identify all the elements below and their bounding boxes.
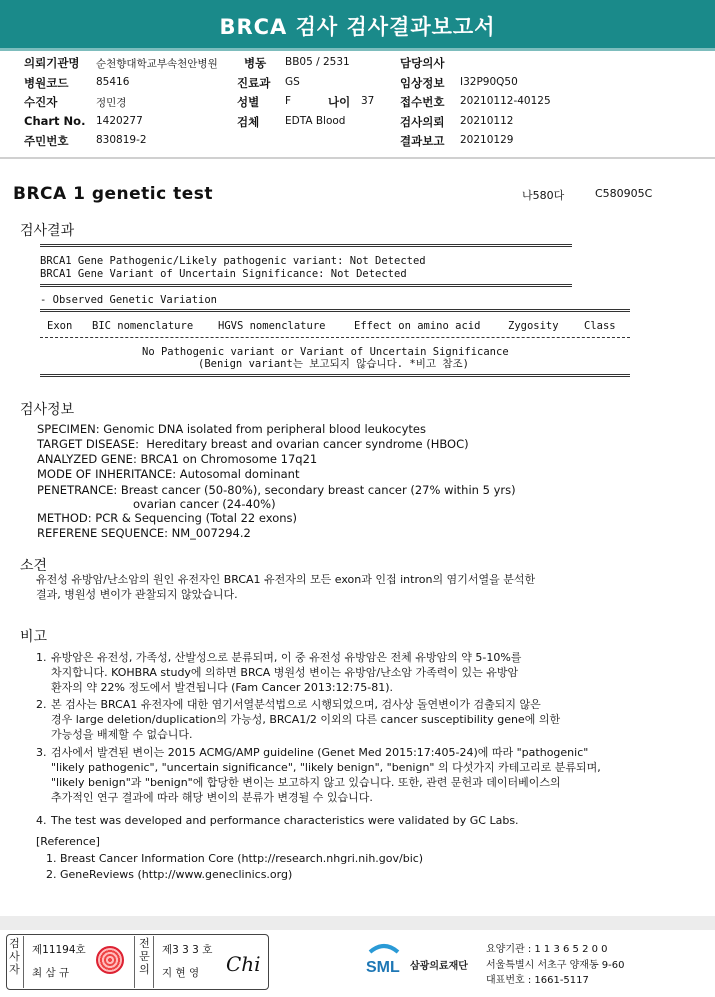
- specimen-value: EDTA Blood: [285, 114, 346, 127]
- no-variant-line: No Pathogenic variant or Variant of Uncertain Significance: [142, 346, 509, 358]
- hospital-code-value: 85416: [96, 75, 130, 88]
- remark-text-line: "likely pathogenic", "uncertain significance", "likely benign", "benign" 의 다섯가지 카테고리로 분류되며,: [51, 761, 601, 774]
- resident-value: 830819-2: [96, 134, 147, 146]
- result-line-vus: BRCA1 Gene Variant of Uncertain Significance: Not Detected: [40, 268, 407, 280]
- col-effect: Effect on amino acid: [354, 320, 481, 332]
- target-disease-line: TARGET DISEASE: Hereditary breast and ovarian cancer syndrome (HBOC): [37, 437, 469, 451]
- results-double-rule: [40, 244, 572, 247]
- test-code-1: 나580다: [522, 189, 565, 202]
- remark-note-3: [36, 745, 676, 805]
- report-date-label: 결과보고: [400, 134, 445, 148]
- method-line: METHOD: PCR & Sequencing (Total 22 exons): [37, 511, 298, 525]
- doctor-label: 담당의사: [400, 56, 445, 70]
- finding-heading: 소견: [20, 558, 48, 574]
- remark-note-4: [36, 813, 676, 828]
- reference-item: 2. GeneReviews (http://www.geneclinics.org): [46, 868, 293, 881]
- benign-note-line: (Benign variant는 보고되지 않습니다. *비고 참조): [198, 358, 469, 370]
- test-code-2: C580905C: [595, 187, 653, 200]
- results-double-rule: [40, 284, 572, 287]
- receipt-label: 접수번호: [400, 95, 445, 109]
- sex-label: 성별: [237, 95, 260, 109]
- remark-text-line: 추가적인 연구 결과에 따라 해당 변이의 분류가 변경될 수 있습니다.: [51, 791, 373, 804]
- reference-heading: [Reference]: [36, 835, 100, 848]
- report-date-value: 20210129: [460, 134, 514, 146]
- examiner-seal-icon: [96, 946, 124, 974]
- results-heading: 검사결과: [20, 223, 75, 239]
- request-label: 검사의뢰: [400, 114, 445, 129]
- agency-code: 요양기관 : 1 1 3 6 5 2 0 0: [486, 944, 608, 955]
- penetrance-line: PENETRANCE: Breast cancer (50-80%), secondary breast cancer (27% within 5 yrs): [37, 483, 516, 497]
- specialist-name: 지 현 영: [162, 967, 200, 979]
- inheritance-line: MODE OF INHERITANCE: Autosomal dominant: [37, 467, 300, 481]
- col-hgvs: HGVS nomenclature: [218, 320, 326, 332]
- variant-table-header-rule: [40, 337, 630, 338]
- remark-number: 4.: [36, 814, 47, 827]
- address: 서울특별시 서초구 양재동 9-60: [486, 960, 625, 971]
- receipt-value: 20210112-40125: [460, 95, 551, 107]
- sex-value: F: [285, 95, 292, 107]
- finding-line-1: 유전성 유방암/난소암의 원인 유전자인 BRCA1 유전자의 모든 exon과 인접 intron의 염기서열을 분석한: [36, 573, 536, 586]
- phone-number: 대표번호 : 1661-5117: [486, 975, 589, 986]
- department-value: GS: [285, 75, 300, 88]
- finding-line-2: 결과, 병원성 변이가 관찰되지 않았습니다.: [36, 588, 238, 601]
- remark-number: 1.: [36, 651, 47, 664]
- foundation-name: 삼광의료재단: [410, 961, 468, 972]
- specialist-role: 전문의: [136, 936, 154, 988]
- remark-text-line: 가능성을 배제할 수 없습니다.: [51, 728, 193, 741]
- result-line-pathogenic: BRCA1 Gene Pathogenic/Likely pathogenic variant: Not Detected: [40, 255, 426, 267]
- remark-text-line: 경우 large deletion/duplication의 가능성, BRCA1/2 이외의 다른 cancer susceptibility gene에 의한: [51, 713, 561, 726]
- test-info-heading: 검사정보: [20, 402, 75, 418]
- remark-note-2: [36, 697, 676, 742]
- age-label: 나이: [328, 95, 351, 109]
- specimen-line: SPECIMEN: Genomic DNA isolated from peripheral blood leukocytes: [37, 422, 426, 436]
- col-class: Class: [584, 320, 616, 332]
- department-label: 진료과: [237, 75, 271, 90]
- chart-label: Chart No.: [24, 113, 86, 128]
- footer-separator: [0, 916, 715, 930]
- remark-text-line: 검사에서 발견된 변이는 2015 ACMG/AMP guideline (Genet Med 2015:17:405-24)에 따라 "pathogenic": [51, 746, 589, 759]
- variant-table-bottom-rule: [40, 374, 630, 377]
- header-divider: [0, 48, 715, 51]
- reference-item: 1. Breast Cancer Information Core (http://research.nhgri.nih.gov/bic): [46, 852, 424, 865]
- specialist-number: 제3 3 3 호: [162, 944, 213, 956]
- ward-value: BB05 / 2531: [285, 56, 350, 68]
- analyzed-gene-line: ANALYZED GENE: BRCA1 on Chromosome 17q21: [37, 452, 318, 466]
- remark-text-line: 본 검사는 BRCA1 유전자에 대한 염기서열분석법으로 시행되었으며, 검사상 돌연변이가 검출되지 않은: [51, 698, 541, 711]
- institution-label: 의뢰기관명: [24, 56, 80, 70]
- specialist-signature: Chi: [226, 952, 261, 976]
- remark-note-1: [36, 650, 676, 695]
- section-divider: [0, 157, 715, 159]
- observed-variation-label: - Observed Genetic Variation: [40, 294, 218, 306]
- col-bic: BIC nomenclature: [92, 320, 194, 332]
- ward-label: 병동: [244, 56, 267, 70]
- logo-text: SML: [366, 959, 400, 976]
- report-title: BRCA 검사 검사결과보고서: [0, 0, 715, 48]
- examinee-label: 수진자: [24, 95, 58, 109]
- age-value: 37: [361, 95, 375, 107]
- institution-value: 순천향대학교부속천안병원: [96, 58, 218, 70]
- examinee-value: 정민경: [96, 97, 127, 109]
- test-title: BRCA 1 genetic test: [13, 184, 214, 204]
- clinical-label: 임상정보: [400, 75, 445, 90]
- examiner-name: 최 삼 규: [32, 967, 70, 979]
- penetrance-line-2: ovarian cancer (24-40%): [133, 497, 276, 511]
- remark-text-line: 유방암은 유전성, 가족성, 산발성으로 분류되며, 이 중 유전성 유방암은 전체 유방암의 약 5-10%를: [51, 651, 522, 664]
- remark-text-line: 환자의 약 22% 정도에서 발견됩니다 (Fam Cancer 2013:12:75-81).: [51, 681, 394, 694]
- examiner-role: 검사자: [6, 936, 24, 988]
- patient-info-block: [24, 55, 704, 153]
- reference-sequence-line: REFERENE SEQUENCE: NM_007294.2: [37, 526, 251, 540]
- col-exon: Exon: [47, 320, 73, 332]
- resident-label: 주민번호: [24, 134, 69, 148]
- chart-value: 1420277: [96, 114, 143, 127]
- signature-divider: [134, 936, 135, 988]
- examiner-number: 제11194호: [32, 944, 86, 956]
- remark-text-line: "likely benign"과 "benign"에 합당한 변이는 보고하지 않고 있습니다. 또한, 관련 문헌과 데이터베이스의: [51, 776, 561, 789]
- hospital-code-label: 병원코드: [24, 75, 69, 90]
- remark-number: 2.: [36, 698, 47, 711]
- request-value: 20210112: [460, 114, 514, 127]
- remarks-heading: 비고: [20, 629, 48, 645]
- remark-number: 3.: [36, 746, 47, 759]
- remark-text-line: The test was developed and performance characteristics were validated by GC Labs.: [51, 814, 519, 827]
- specimen-label: 검체: [237, 114, 260, 129]
- clinical-value: I32P90Q50: [460, 75, 518, 88]
- variant-table-top-rule: [40, 309, 630, 312]
- col-zygosity: Zygosity: [508, 320, 559, 332]
- remark-text-line: 차지합니다. KOHBRA study에 의하면 BRCA 병원성 변이는 유방암/난소암 가족력이 있는 유방암: [51, 666, 519, 679]
